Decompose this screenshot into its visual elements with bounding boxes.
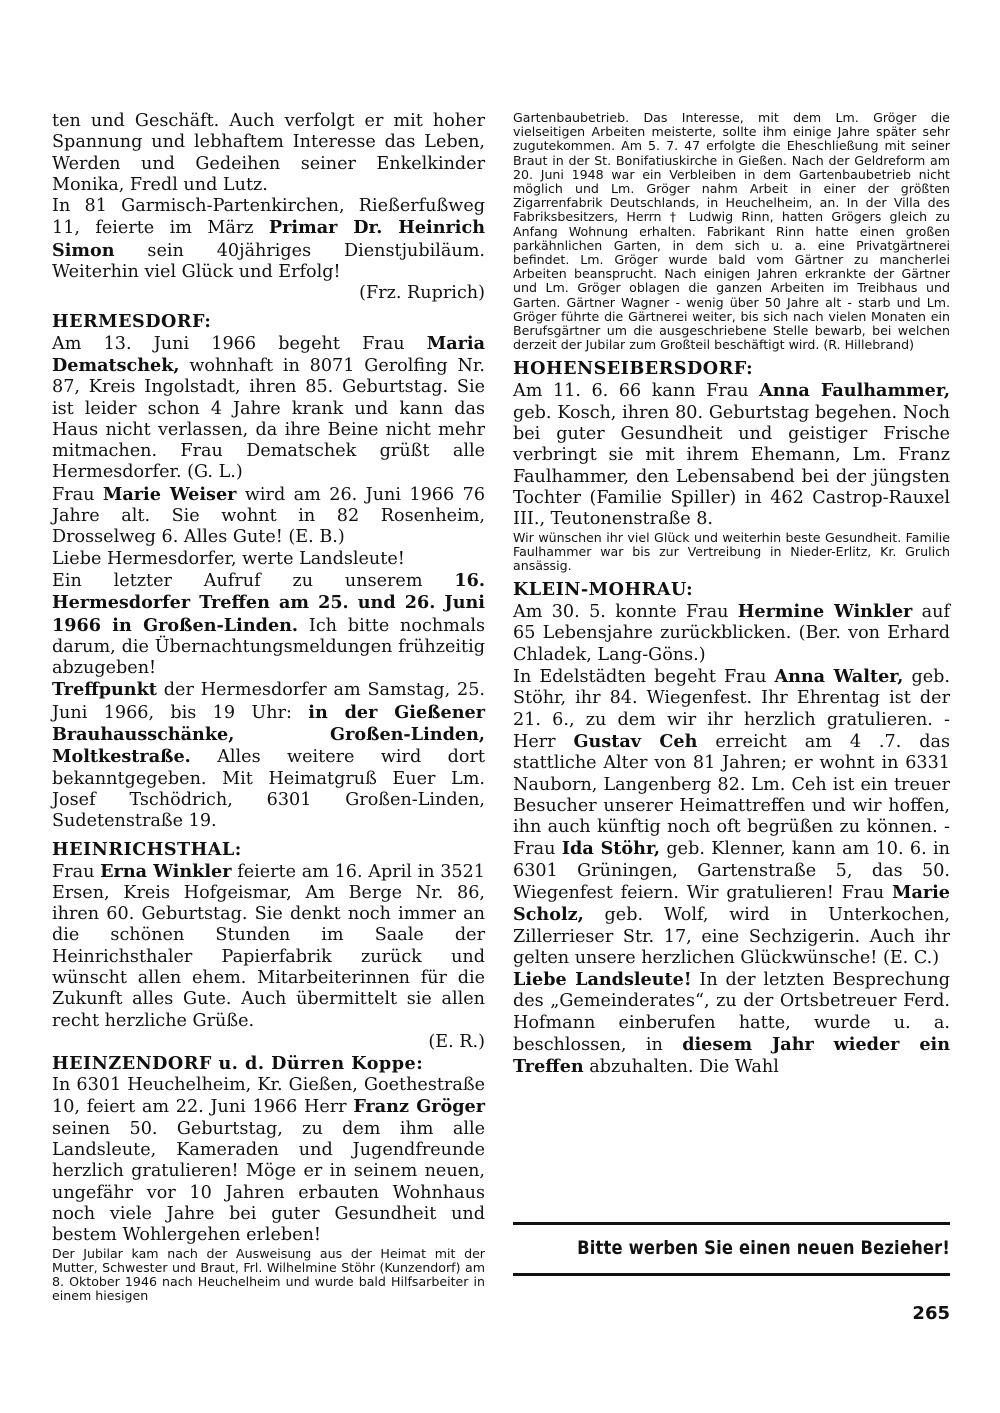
heading-heinrichsthal: HEINRICHSTHAL: [52, 838, 242, 860]
heinzendorf-smallprint: Der Jubilar kam nach der Ausweisung aus der Heimat mit der Mutter, Schwester und Braut, Frl. Wilhelmine Stöhr (Kunzendorf) am 8. Oktober 1946 nach Heuchelheim und wurde bald Hilfsarbeiter in einem hiesigen [52, 1245, 485, 1304]
hermesdorf-paragraph-5: Treffpunkt der Hermesdorfer am Samstag, 25. Juni 1966, bis 19 Uhr: in der Gießener Brauhausschänke, Großen-Linden, Moltkestraße. Alles weitere wird dort bekanntgegeben. Mit Heimatgruß Euer Lm. Josef Tschödrich, 6301 Großen-Linden, Sudetenstraße 19. [52, 679, 485, 832]
hohenseibersdorf-smallprint: Wir wünschen ihr viel Glück und weiterhin beste Gesundheit. Familie Faulhammer war bis zur Vertreibung in Nieder-Erlitz, Kr. Grulich ansässig. [513, 529, 950, 573]
heinzendorf-paragraph-1: In 6301 Heuchelheim, Kr. Gießen, Goethestraße 10, feiert am 22. Juni 1966 Herr Franz Gröger seinen 50. Geburtstag, zu dem ihm alle Landsleute, Kameraden und Jugendfreunde herzlich gratulieren! Möge er in seinem neuen, ungefähr vor 10 Jahren erbauten Wohnhaus noch viele Jahre bei guter Gesundheit und bestem Wohlergehen erleben! [52, 1075, 485, 1246]
page-number: 265 [912, 1303, 950, 1324]
heinrichsthal-signature: (E. R.) [428, 1031, 485, 1052]
heading-klein-mohrau: KLEIN-MOHRAU: [513, 579, 694, 601]
klein-mohrau-paragraph-2: In Edelstädten begeht Frau Anna Walter, geb. Stöhr, ihr 84. Wiegenfest. Ihr Ehrentag ist der 21. 6., zu dem wir ihr herzlich gratulieren. - Herr Gustav Ceh erreicht am 4 .7. das stattliche Alter von 81 Jahren; er wohnt in 6331 Nauborn, Langenberg 82. Lm. Ceh ist ein treuer Besucher unserer Heimattreffen und wir hoffen, ihn auch künftig noch oft begrüßen zu können. - Frau Ida Stöhr, geb. Klenner, kann am 10. 6. in 6301 Grüningen, Gartenstraße 5, das 50. Wiegenfest feiern. Wir gratulieren! Frau Marie Scholz, geb. Wolf, wird in Unterkochen, Zillerrieser Str. 17, eine Sechzigerin. Auch ihr gelten unsere herzlichen Glückwünsche! (E. C.) [513, 666, 951, 968]
promo-banner: Bitte werben Sie einen neuen Bezieher! [577, 1237, 950, 1259]
hohenseibersdorf-paragraph-1: Am 11. 6. 66 kann Frau Anna Faulhammer, geb. Kosch, ihren 80. Geburtstag begehen. Noch bei guter Gesundheit und geistiger Frische verbringt sie mit ihrem Ehemann, Lm. Franz Faulhammer, den Lebensabend bei der jüngsten Tochter (Familie Spiller) in 462 Castrop-Rauxel III., Teutonenstraße 8. [513, 380, 950, 530]
klein-mohrau-paragraph-3: Liebe Landsleute! In der letzten Besprechung des „Gemeinderates“, zu der Ortsbetreuer Ferd. Hofmann einberufen hatte, wurde u. a. beschlossen, in diesem Jahr wieder ein Treffen abzuhalten. Die Wahl [513, 969, 950, 1078]
heading-hermesdorf: HERMESDORF: [52, 310, 212, 332]
promo-top-rule [513, 1222, 950, 1225]
intro-paragraph-2: In 81 Garmisch-Partenkirchen, Rießerfußweg 11, feierte im März Primar Dr. Heinrich Simon sein 40jähriges Dienstjubiläum. Weiterhin viel Glück und Erfolg! [52, 196, 485, 283]
heading-heinzendorf: HEINZENDORF u. d. Dürren Koppe: [52, 1053, 424, 1075]
hermesdorf-paragraph-3: Liebe Hermesdorfer, werte Landsleute! [52, 548, 405, 569]
left-column [52, 111, 485, 1303]
hermesdorf-paragraph-2: Frau Marie Weiser wird am 26. Juni 1966 76 Jahre alt. Sie wohnt in 82 Rosenheim, Drosselweg 6. Alles Gute! (E. B.) [52, 483, 486, 548]
klein-mohrau-paragraph-1: Am 30. 5. konnte Frau Hermine Winkler auf 65 Lebensjahre zurückblicken. (Ber. von Erhard Chladek, Lang-Göns.) [513, 601, 950, 665]
heading-hohenseibersdorf: HOHENSEIBERSDORF: [513, 358, 754, 380]
hermesdorf-paragraph-1: Am 13. Juni 1966 begeht Frau Maria Dematschek, wohnhaft in 8071 Gerolfing Nr. 87, Kreis Ingolstadt, ihren 85. Geburtstag. Sie ist leider schon 4 Jahre krank und kann das Haus nicht verlassen, da ihre Beine nicht mehr mitmachen. Frau Dematschek grüßt alle Hermesdorfer. (G. L.) [52, 332, 485, 483]
hermesdorf-paragraph-4: Ein letzter Aufruf zu unserem 16. Hermesdorfer Treffen am 25. und 26. Juni 1966 in Großen-Linden. Ich bitte nochmals darum, die Übernachtungsmeldungen frühzeitig abzugeben! [52, 569, 485, 679]
intro-signature: (Frz. Ruprich) [359, 283, 485, 304]
intro-paragraph-1: ten und Geschäft. Auch verfolgt er mit hoher Spannung und lebhaftem Interesse das Leben, Werden und Gedeihen seiner Enkelkinder Monika, Fredl und Lutz. [52, 111, 485, 195]
right-smallprint-continued: Gartenbaubetrieb. Das Interesse, mit dem Lm. Gröger die vielseitigen Arbeiten meisterte, sollte ihm einige Jahre später sehr zugutekommen. Am 5. 7. 47 erfolgte die Eheschließung mit seiner Braut in der St. Bonifatiuskirche in Gießen. Nach der Geldreform am 20. Juni 1948 war ein Verbleiben in dem Gartenbaubetrieb nicht möglich und Lm. Gröger nahm Arbeit in einer der größten Zigarrenfabrik Deutschlands, in Heuchelheim, an. In der Villa des Fabriksbesitzers, Herrn † Ludwig Rinn, hatten Grögers gleich zu Anfang Wohnung erhalten. Fabrikant Rinn hatte einen großen parkähnlichen Garten, in dem sich u. a. eine Privatgärtnerei befindet. Lm. Gröger wurde bald vom Gärtner zu mancherlei Arbeiten beansprucht. Nach einigen Jahren erkrankte der Gärtner und Lm. Gröger oblagen die ganzen Arbeiten im Treibhaus und Garten. Gärtner Wagner - wenig über 50 Jahre alt - starb und Lm. Gröger führte die Gärtnerei weiter, bis sich nach vielen Monaten ein Berufsgärtner um die ausgeschriebene Stelle bewarb, bei welchen derzeit der Jubilar zum Großteil beschäftigt wird. (R. Hillebrand) [513, 110, 950, 353]
name-heinrich-simon: Primar Dr. Heinrich Simon [52, 217, 485, 261]
heinrichsthal-paragraph-1: Frau Erna Winkler feierte am 16. April in 3521 Ersen, Kreis Hofgeismar, Am Berge Nr. 86, ihren 60. Geburtstag. Sie denkt noch immer an die schönen Stunden im Saale der Heinrichsthaler Papierfabrik zurück und wünscht allen ehem. Mitarbeiterinnen für die Zukunft alles Gute. Auch übermittelt sie allen recht herzliche Grüße. [52, 860, 486, 1031]
right-column [513, 111, 950, 1079]
promo-bottom-rule [513, 1273, 950, 1276]
